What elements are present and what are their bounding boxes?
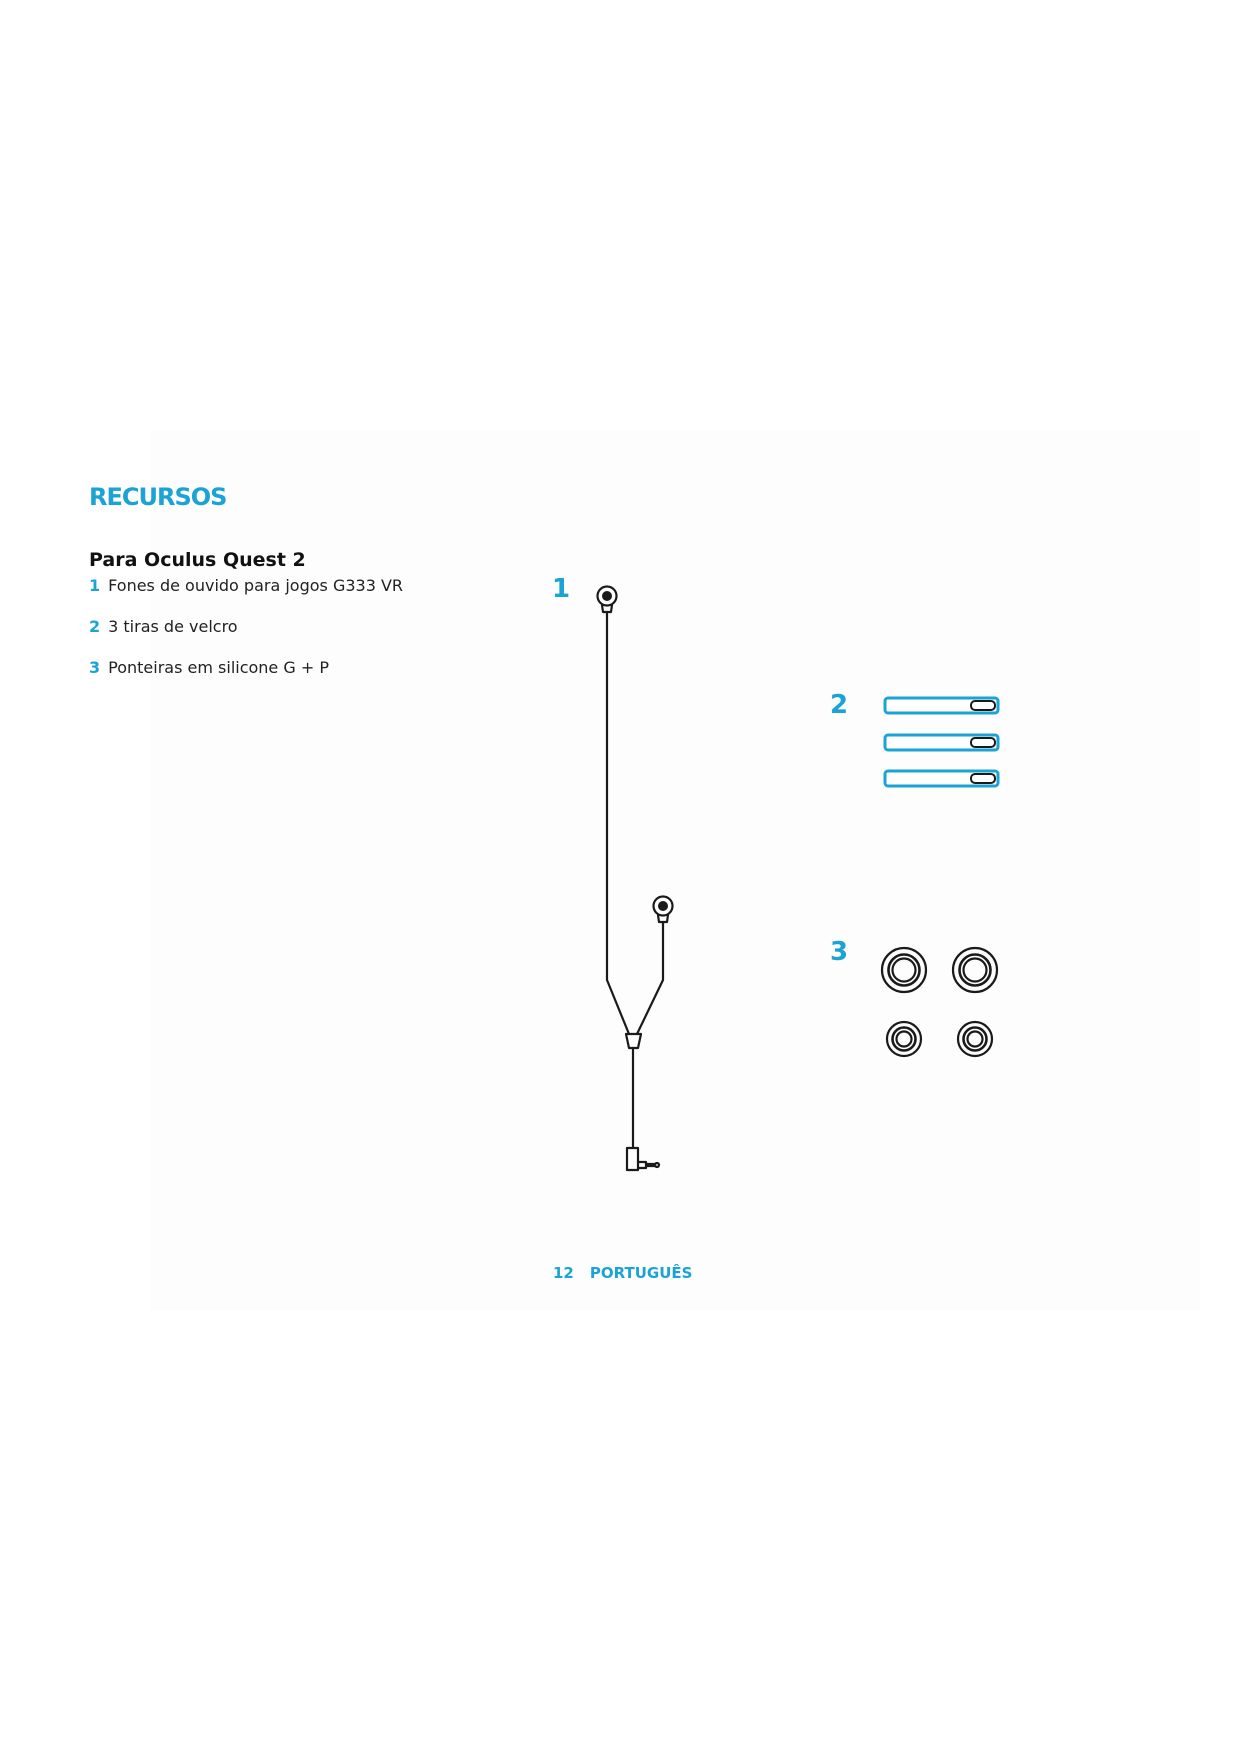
callout-number: 1 [552, 574, 571, 604]
item-number: 1 [89, 576, 101, 595]
feature-list [89, 576, 403, 699]
page-number: 12 [553, 1264, 574, 1282]
item-number: 3 [89, 658, 101, 677]
list-item [89, 617, 403, 637]
callout-number: 2 [830, 690, 849, 720]
section-subtitle: Para Oculus Quest 2 [89, 549, 306, 571]
callout-number: 3 [830, 937, 849, 967]
item-label: Ponteiras em silicone G + P [108, 658, 329, 677]
page-title: RECURSOS [89, 483, 227, 511]
page-background [150, 430, 1200, 1310]
list-item [89, 658, 403, 678]
page-footer [553, 1264, 692, 1282]
item-label: Fones de ouvido para jogos G333 VR [108, 576, 404, 595]
item-number: 2 [89, 617, 101, 636]
item-label: 3 tiras de velcro [108, 617, 238, 636]
language-label: PORTUGUÊS [589, 1264, 693, 1282]
list-item [89, 576, 403, 596]
